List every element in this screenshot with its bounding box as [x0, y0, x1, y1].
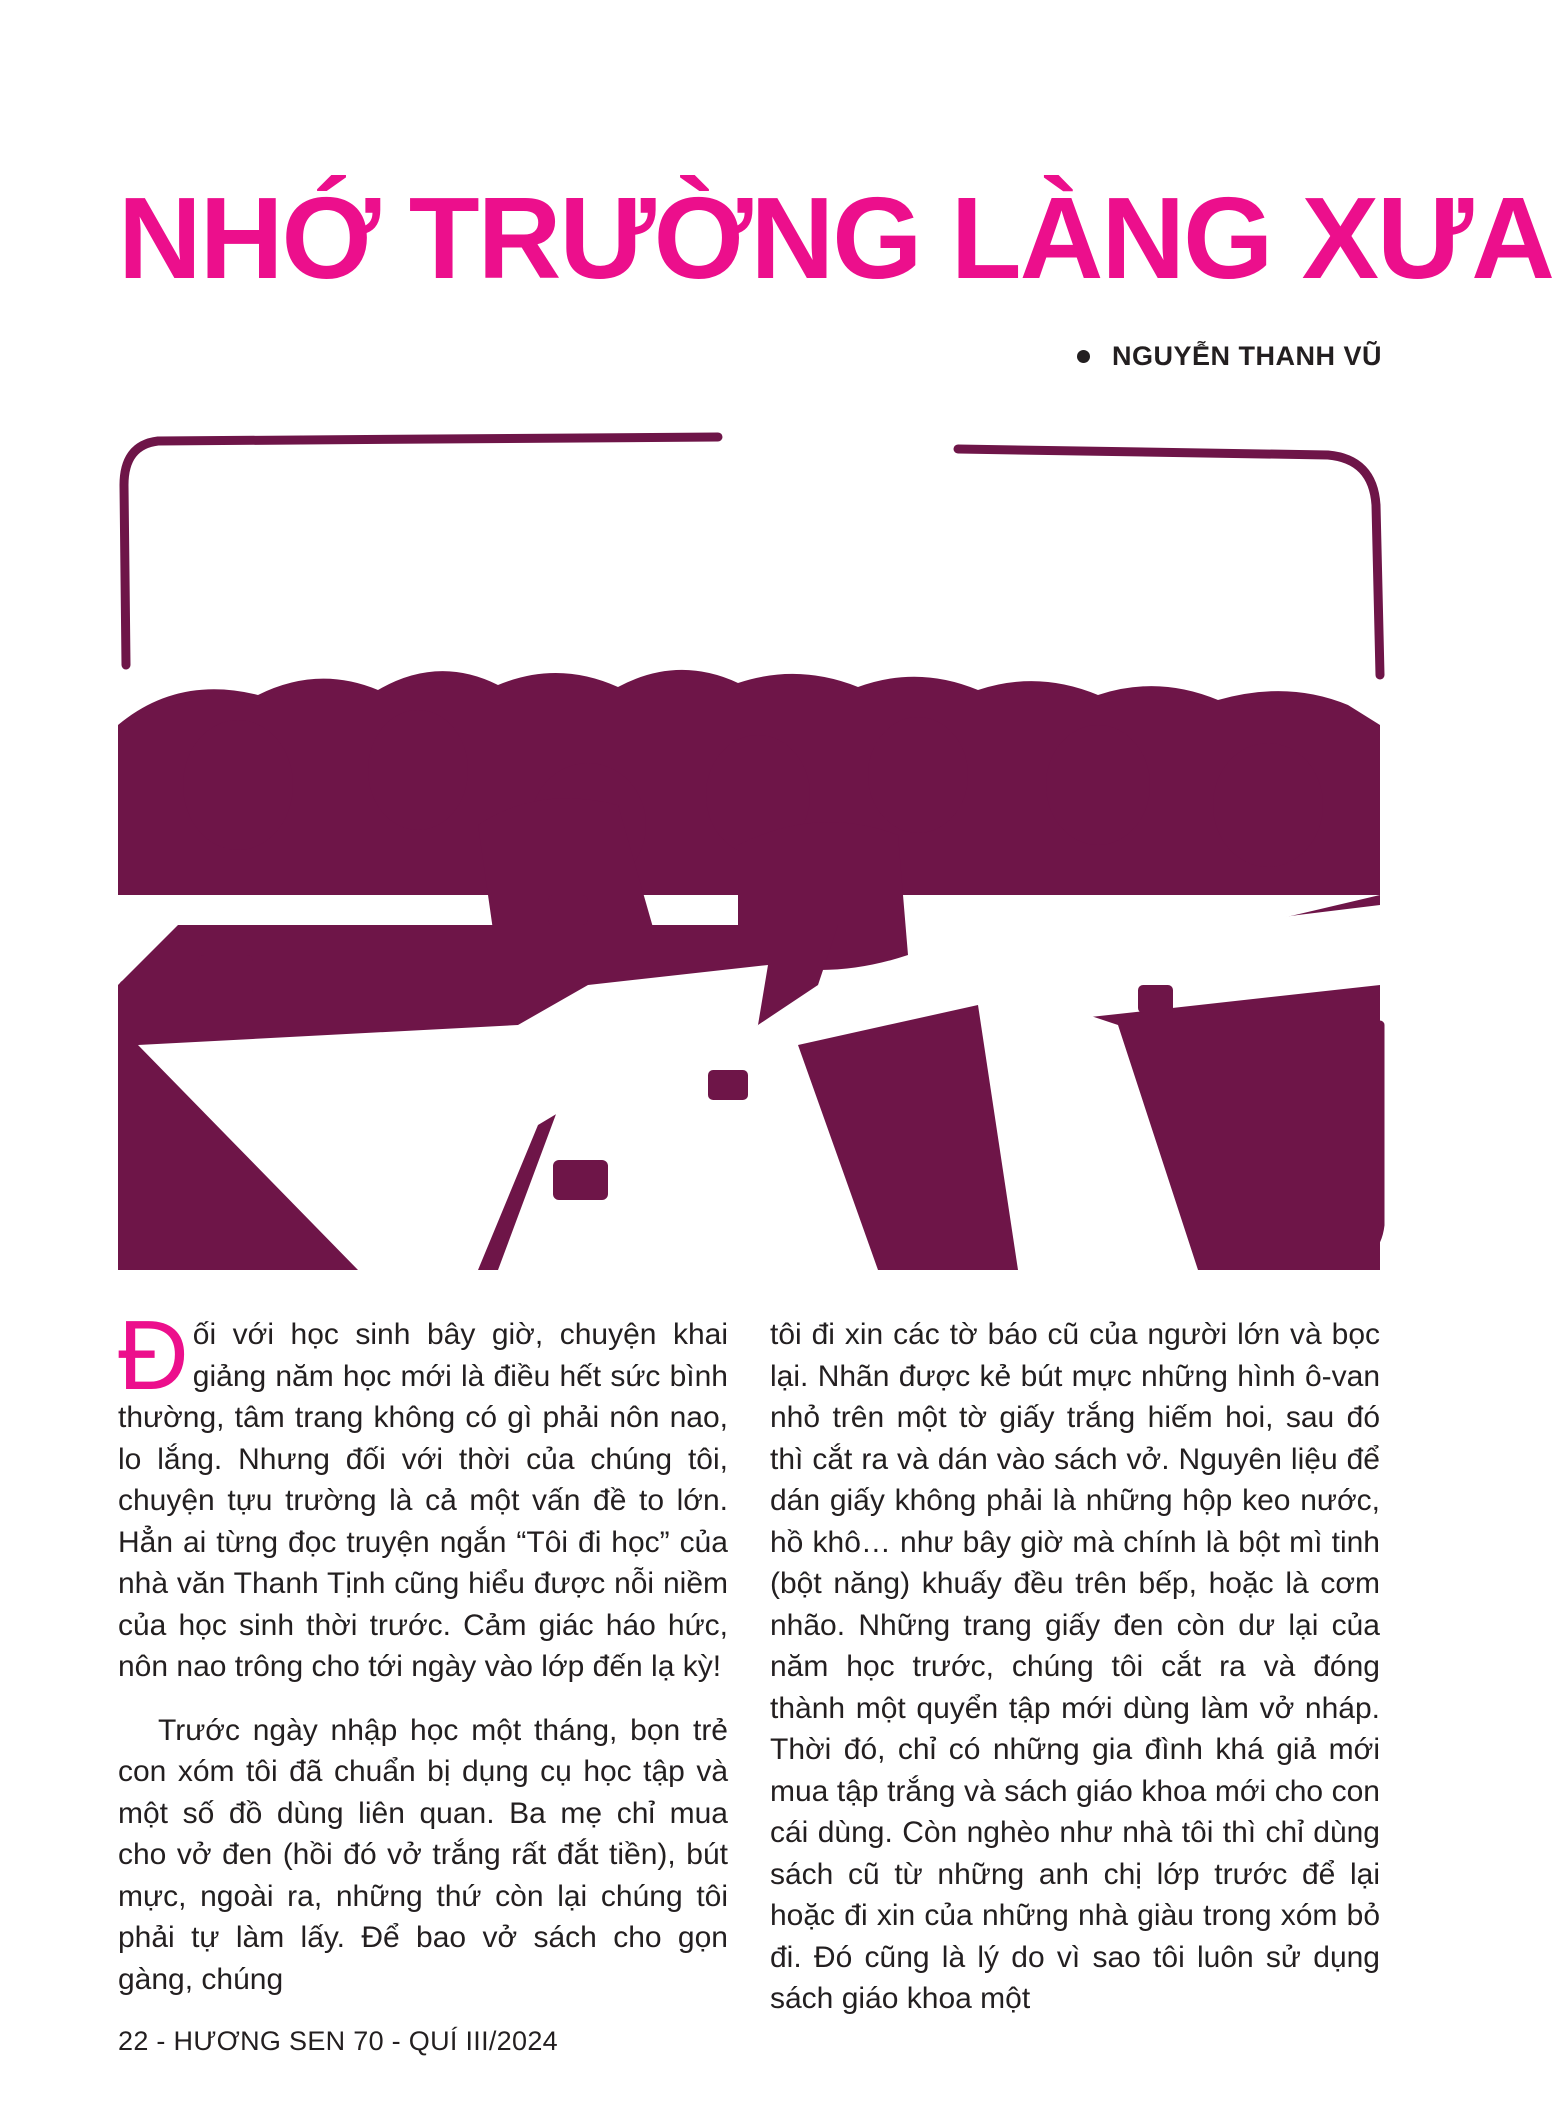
paragraph-1-text: ối với học sinh bây giờ, chuyện khai giảng năm học mới là điều hết sức bình thường, tâm trang không có gì phải nôn nao, lo lắng. Nhưng đối với thời của chúng tôi, chuyện tựu trường là cả một vấn đề to lớn. Hẳn ai từng đọc truyện ngắn “Tôi đi học” của nhà văn Thanh Tịnh cũng hiểu được nỗi niềm của học sinh thời trước. Cảm giác háo hức, nôn nao trông cho tới ngày vào lớp đến lạ kỳ! — [118, 1318, 728, 1683]
article-column-1 — [118, 1300, 728, 1996]
author-name: NGUYỄN THANH VŨ — [1111, 341, 1382, 371]
classroom-illustration — [118, 425, 1388, 1270]
paragraph-1 — [118, 1300, 728, 1688]
article-title: NHỚ TRƯỜNG LÀNG XƯA — [118, 173, 1553, 303]
page-footer: 22 - HƯƠNG SEN 70 - QUÍ III/2024 — [118, 2026, 558, 2056]
paragraph-2: Trước ngày nhập học một tháng, bọn trẻ con xóm tôi đã chuẩn bị dụng cụ học tập và một số đồ dùng liên quan. Ba mẹ chỉ mua cho vở đen (hồi đó vở trắng rất đắt tiền), bút mực, ngoài ra, những thứ còn lại chúng tôi phải tự làm lấy. Để bao vở sách cho gọn gàng, chúng — [118, 1713, 728, 1996]
article-column-2 — [770, 1314, 1380, 2015]
paragraph-3: tôi đi xin các tờ báo cũ của người lớn và bọc lại. Nhãn được kẻ bút mực những hình ô-van nhỏ trên một tờ giấy trắng hiếm hoi, sau đó thì cắt ra và dán vào sách vở. Nguyên liệu để dán giấy không phải là những hộp keo nước, hồ khô… như bây giờ mà chính là bột mì tinh (bột năng) khuấy đều trên bếp, hoặc là cơm nhão. Những trang giấy đen còn dư lại của năm học trước, chúng tôi cắt ra và đóng thành một quyển tập mới dùng làm vở nháp. Thời đó, chỉ có những gia đình khá giả mới mua tập trắng và sách giáo khoa mới cho con cái dùng. Còn nghèo như nhà tôi thì chỉ dùng sách cũ từ những anh chị lớp trước để lại hoặc đi xin của những nhà giàu trong xóm bỏ đi. Đó cũng là lý do vì sao tôi luôn sử dụng sách giáo khoa một — [770, 1318, 1380, 2015]
bullet-icon — [1077, 350, 1090, 363]
byline — [1077, 341, 1382, 372]
drop-cap: Đ — [118, 1300, 189, 1410]
